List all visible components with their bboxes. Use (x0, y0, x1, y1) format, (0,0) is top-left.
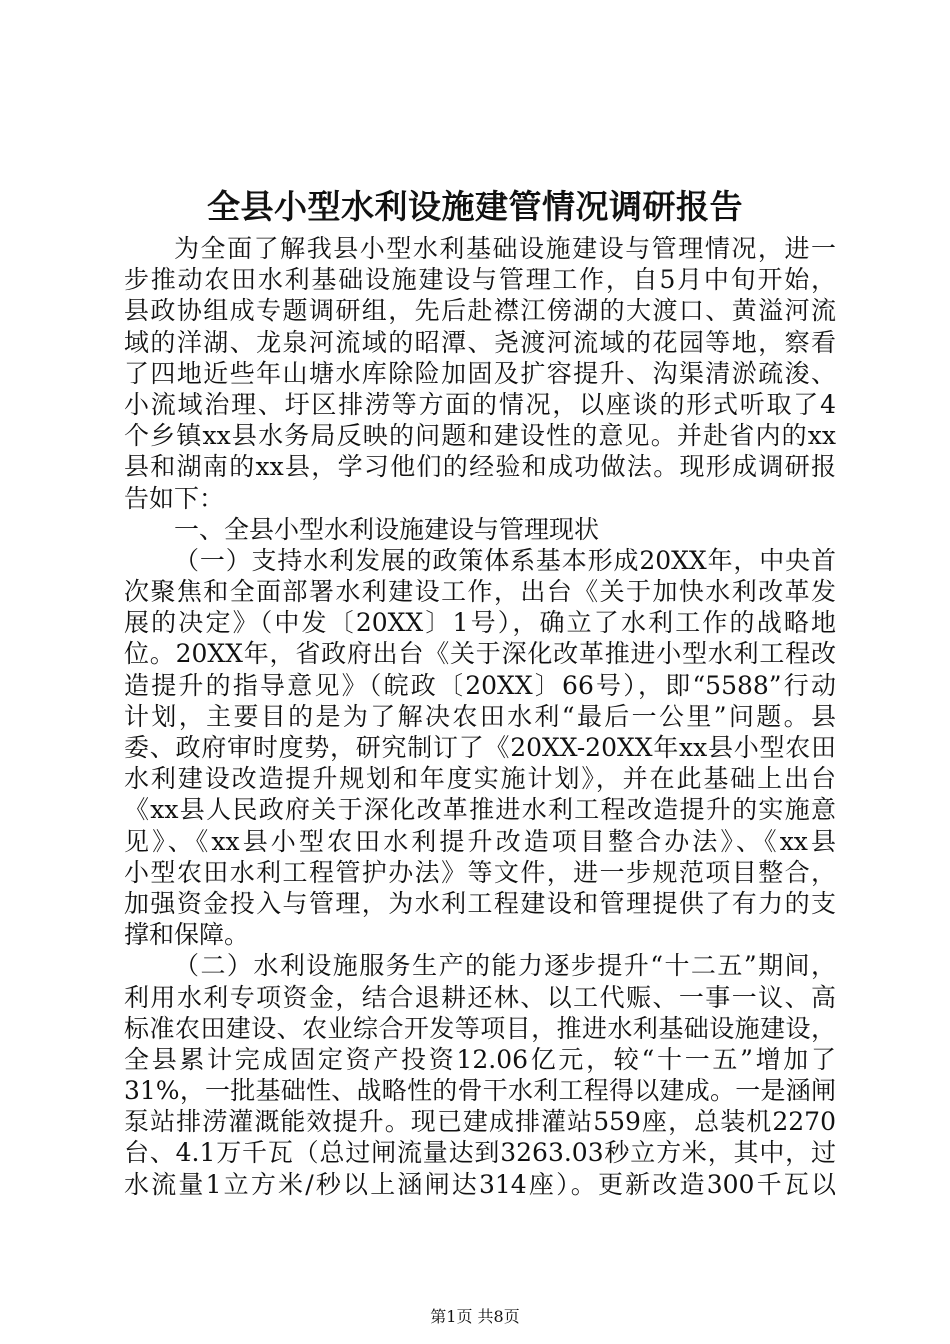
text-line: 位。20XX年，省政府出台《关于深化改革推进小型水利工程改 (124, 639, 836, 669)
text-line: 水流量1立方米/秒以上涵闸达314座）。更新改造300千瓦以 (124, 1169, 836, 1199)
text-line: 加强资金投入与管理，为水利工程建设和管理提供了有力的支 (124, 888, 836, 918)
text-line: 县和湖南的xx县，学习他们的经验和成功做法。现形成调研报 (124, 452, 836, 482)
text-line: 次聚焦和全面部署水利建设工作，出台《关于加快水利改革发 (124, 577, 836, 607)
text-line: 展的决定》（中发〔20XX〕1号），确立了水利工作的战略地 (124, 608, 836, 638)
text-line: 水利建设改造提升规划和年度实施计划》，并在此基础上出台 (124, 764, 836, 794)
text-line: 县政协组成专题调研组，先后赴襟江傍湖的大渡口、黄溢河流 (124, 296, 836, 326)
text-line: 台、4.1万千瓦（总过闸流量达到3263.03秒立方米，其中，过 (124, 1138, 836, 1168)
text-line: 泵站排涝灌溉能效提升。现已建成排灌站559座，总装机2270 (124, 1107, 836, 1137)
text-line: 为全面了解我县小型水利基础设施建设与管理情况，进一 (174, 234, 836, 263)
text-line: 步推动农田水利基础设施建设与管理工作，自5月中旬开始， (124, 265, 836, 295)
text-line: 小流域治理、圩区排涝等方面的情况，以座谈的形式听取了4 (124, 389, 836, 419)
text-line: 一、全县小型水利设施建设与管理现状 (174, 514, 600, 544)
text-line: 域的洋湖、龙泉河流域的昭潭、尧渡河流域的花园等地，察看 (124, 327, 836, 357)
text-line: 见》、《xx县小型农田水利提升改造项目整合办法》、《xx县 (124, 826, 836, 856)
text-line: 小型农田水利工程管护办法》等文件，进一步规范项目整合， (124, 857, 836, 887)
text-line: （一）支持水利发展的政策体系基本形成20XX年，中央首 (174, 545, 836, 575)
text-line: 全县累计完成固定资产投资12.06亿元，较“十一五”增加了 (124, 1044, 836, 1074)
page-footer: 第1页 共8页 (430, 1307, 520, 1326)
document-body (124, 233, 836, 1200)
text-line: 31%，一批基础性、战略性的骨干水利工程得以建成。一是涵闸 (124, 1076, 836, 1106)
text-line: 利用水利专项资金，结合退耕还林、以工代赈、一事一议、高 (124, 982, 836, 1012)
text-line: 《xx县人民政府关于深化改革推进水利工程改造提升的实施意 (124, 795, 836, 825)
text-line: 计划，主要目的是为了解决农田水利“最后一公里”问题。县 (124, 701, 836, 731)
text-line: 造提升的指导意见》（皖政〔20XX〕66号），即“5588”行动 (124, 670, 836, 700)
text-line: 撑和保障。 (124, 920, 250, 950)
text-line: （二）水利设施服务生产的能力逐步提升“十二五”期间， (174, 951, 836, 981)
text-line: 标准农田建设、农业综合开发等项目，推进水利基础设施建设， (124, 1013, 836, 1043)
document-title: 全县小型水利设施建管情况调研报告 (207, 187, 743, 226)
text-line: 个乡镇xx县水务局反映的问题和建设性的意见。并赴省内的xx (124, 421, 836, 451)
text-line: 委、政府审时度势，研究制订了《20XX-20XX年xx县小型农田 (124, 733, 836, 762)
text-line: 了四地近些年山塘水库除险加固及扩容提升、沟渠清淤疏浚、 (124, 358, 836, 388)
text-line: 告如下： (124, 483, 225, 513)
